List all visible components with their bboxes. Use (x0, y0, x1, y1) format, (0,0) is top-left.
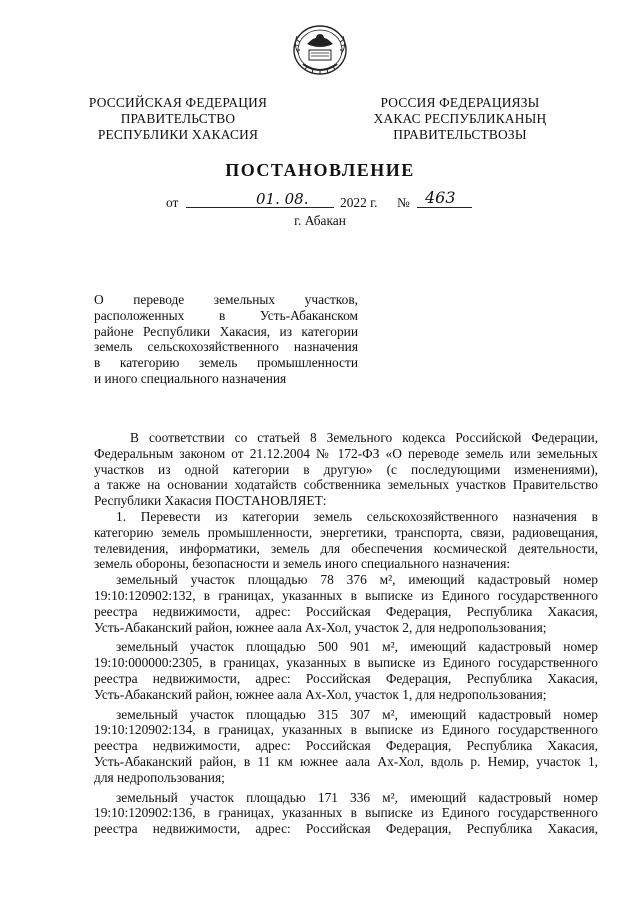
subject-line: в категорию земель промышленности (94, 355, 358, 371)
body-line: реестра недвижимости, адрес: Российская Федерация, Республика Хакасия, (94, 821, 598, 837)
date-number-line (0, 188, 640, 213)
year-label: 2022 г. (340, 195, 378, 210)
body-line: земельный участок площадью 78 376 м², имеющий кадастровый номер (116, 572, 598, 588)
body-line: земель обороны, безопасности и земель иного специального назначения: (94, 556, 511, 572)
body-line: Усть-Абаканский район, южнее аала Ах-Хол, участок 2, для недропользования; (94, 619, 547, 635)
document-body (94, 430, 598, 837)
body-line: участков из одной категории в другую» (с последующими изменениями), (94, 461, 598, 477)
body-line: категорию земель промышленности, энергетики, транспорта, связи, радиовещания, (94, 524, 598, 540)
handwritten-date: 01. 08. (256, 190, 309, 208)
body-line: земельный участок площадью 500 901 м², имеющий кадастровый номер (116, 639, 598, 655)
body-line: Республики Хакасия ПОСТАНОВЛЯЕТ: (94, 493, 327, 509)
header-right-line: РОССИЯ ФЕДЕРАЦИЯЗЫ (380, 95, 540, 110)
body-line: реестра недвижимости, адрес: Российская Федерация, Республика Хакасия, (94, 670, 598, 686)
body-line: для недропользования; (94, 769, 225, 785)
subject-line: расположенных в Усть-Абаканском (94, 307, 358, 323)
handwritten-number: 463 (425, 188, 456, 207)
body-line: 19:10:120902:134, в границах, указанных в выписке из Единого государственного (94, 722, 598, 738)
header-left-line: РОССИЙСКАЯ ФЕДЕРАЦИЯ (88, 95, 268, 110)
header-right-khakas (360, 95, 560, 143)
coat-of-arms-emblem (285, 20, 355, 80)
body-line: земельный участок площадью 171 336 м², имеющий кадастровый номер (116, 789, 598, 805)
body-line: земельный участок площадью 315 307 м², имеющий кадастровый номер (116, 706, 598, 722)
body-line: 19:10:000000:2305, в границах, указанных в выписке из Единого государственного (94, 655, 598, 671)
body-line: а также на основании ходатайств собственника земельных участков Правительство (94, 477, 598, 493)
body-line: В соответствии со статьей 8 Земельного кодекса Российской Федерации, (130, 430, 598, 445)
body-line: телевидения, информатики, земель для обеспечения космической деятельности, (94, 540, 598, 556)
number-underline (417, 207, 472, 208)
header-right-line: ХАКАС РЕСПУБЛИКАНЫҢ (373, 111, 547, 126)
document-title: ПОСТАНОВЛЕНИЕ (225, 160, 415, 180)
subject-line: и иного специального назначения (94, 370, 287, 386)
subject-block (94, 292, 358, 387)
body-line: реестра недвижимости, адрес: Российская Федерация, Республика Хакасия, (94, 603, 598, 619)
body-line: реестра недвижимости, адрес: Российская Федерация, Республика Хакасия, (94, 738, 598, 754)
subject-line: районе Республики Хакасия, из категории (94, 323, 358, 339)
body-line: Усть-Абаканский район, южнее аала Ах-Хол, участок 1, для недропользования; (94, 686, 547, 702)
header-left-line: ПРАВИТЕЛЬСТВО (120, 111, 236, 126)
body-line: 1. Перевести из категории земель сельскохозяйственного назначения в (116, 508, 598, 524)
date-from-label: от (166, 195, 179, 210)
header-left-line: РЕСПУБЛИКИ ХАКАСИЯ (97, 127, 259, 142)
subject-line: О переводе земельных участков, (94, 292, 358, 307)
body-line: 19:10:120902:132, в границах, указанных в выписке из Единого государственного (94, 587, 598, 603)
subject-line: земель сельскохозяйственного назначения (94, 339, 358, 355)
header-left-russian (78, 95, 278, 143)
body-line: Федеральным законом от 21.12.2004 № 172-ФЗ «О переводе земель или земельных (94, 445, 598, 461)
number-sign: № (397, 195, 410, 210)
body-line: Усть-Абаканский район, в 11 км южнее аала Ах-Хол, вдоль р. Немир, участок 1, (94, 753, 598, 769)
body-line: 19:10:120902:136, в границах, указанных в выписке из Единого государственного (94, 805, 598, 821)
header-right-line: ПРАВИТЕЛЬСТВОЗЫ (393, 127, 527, 142)
city-label: г. Абакан (294, 213, 346, 228)
